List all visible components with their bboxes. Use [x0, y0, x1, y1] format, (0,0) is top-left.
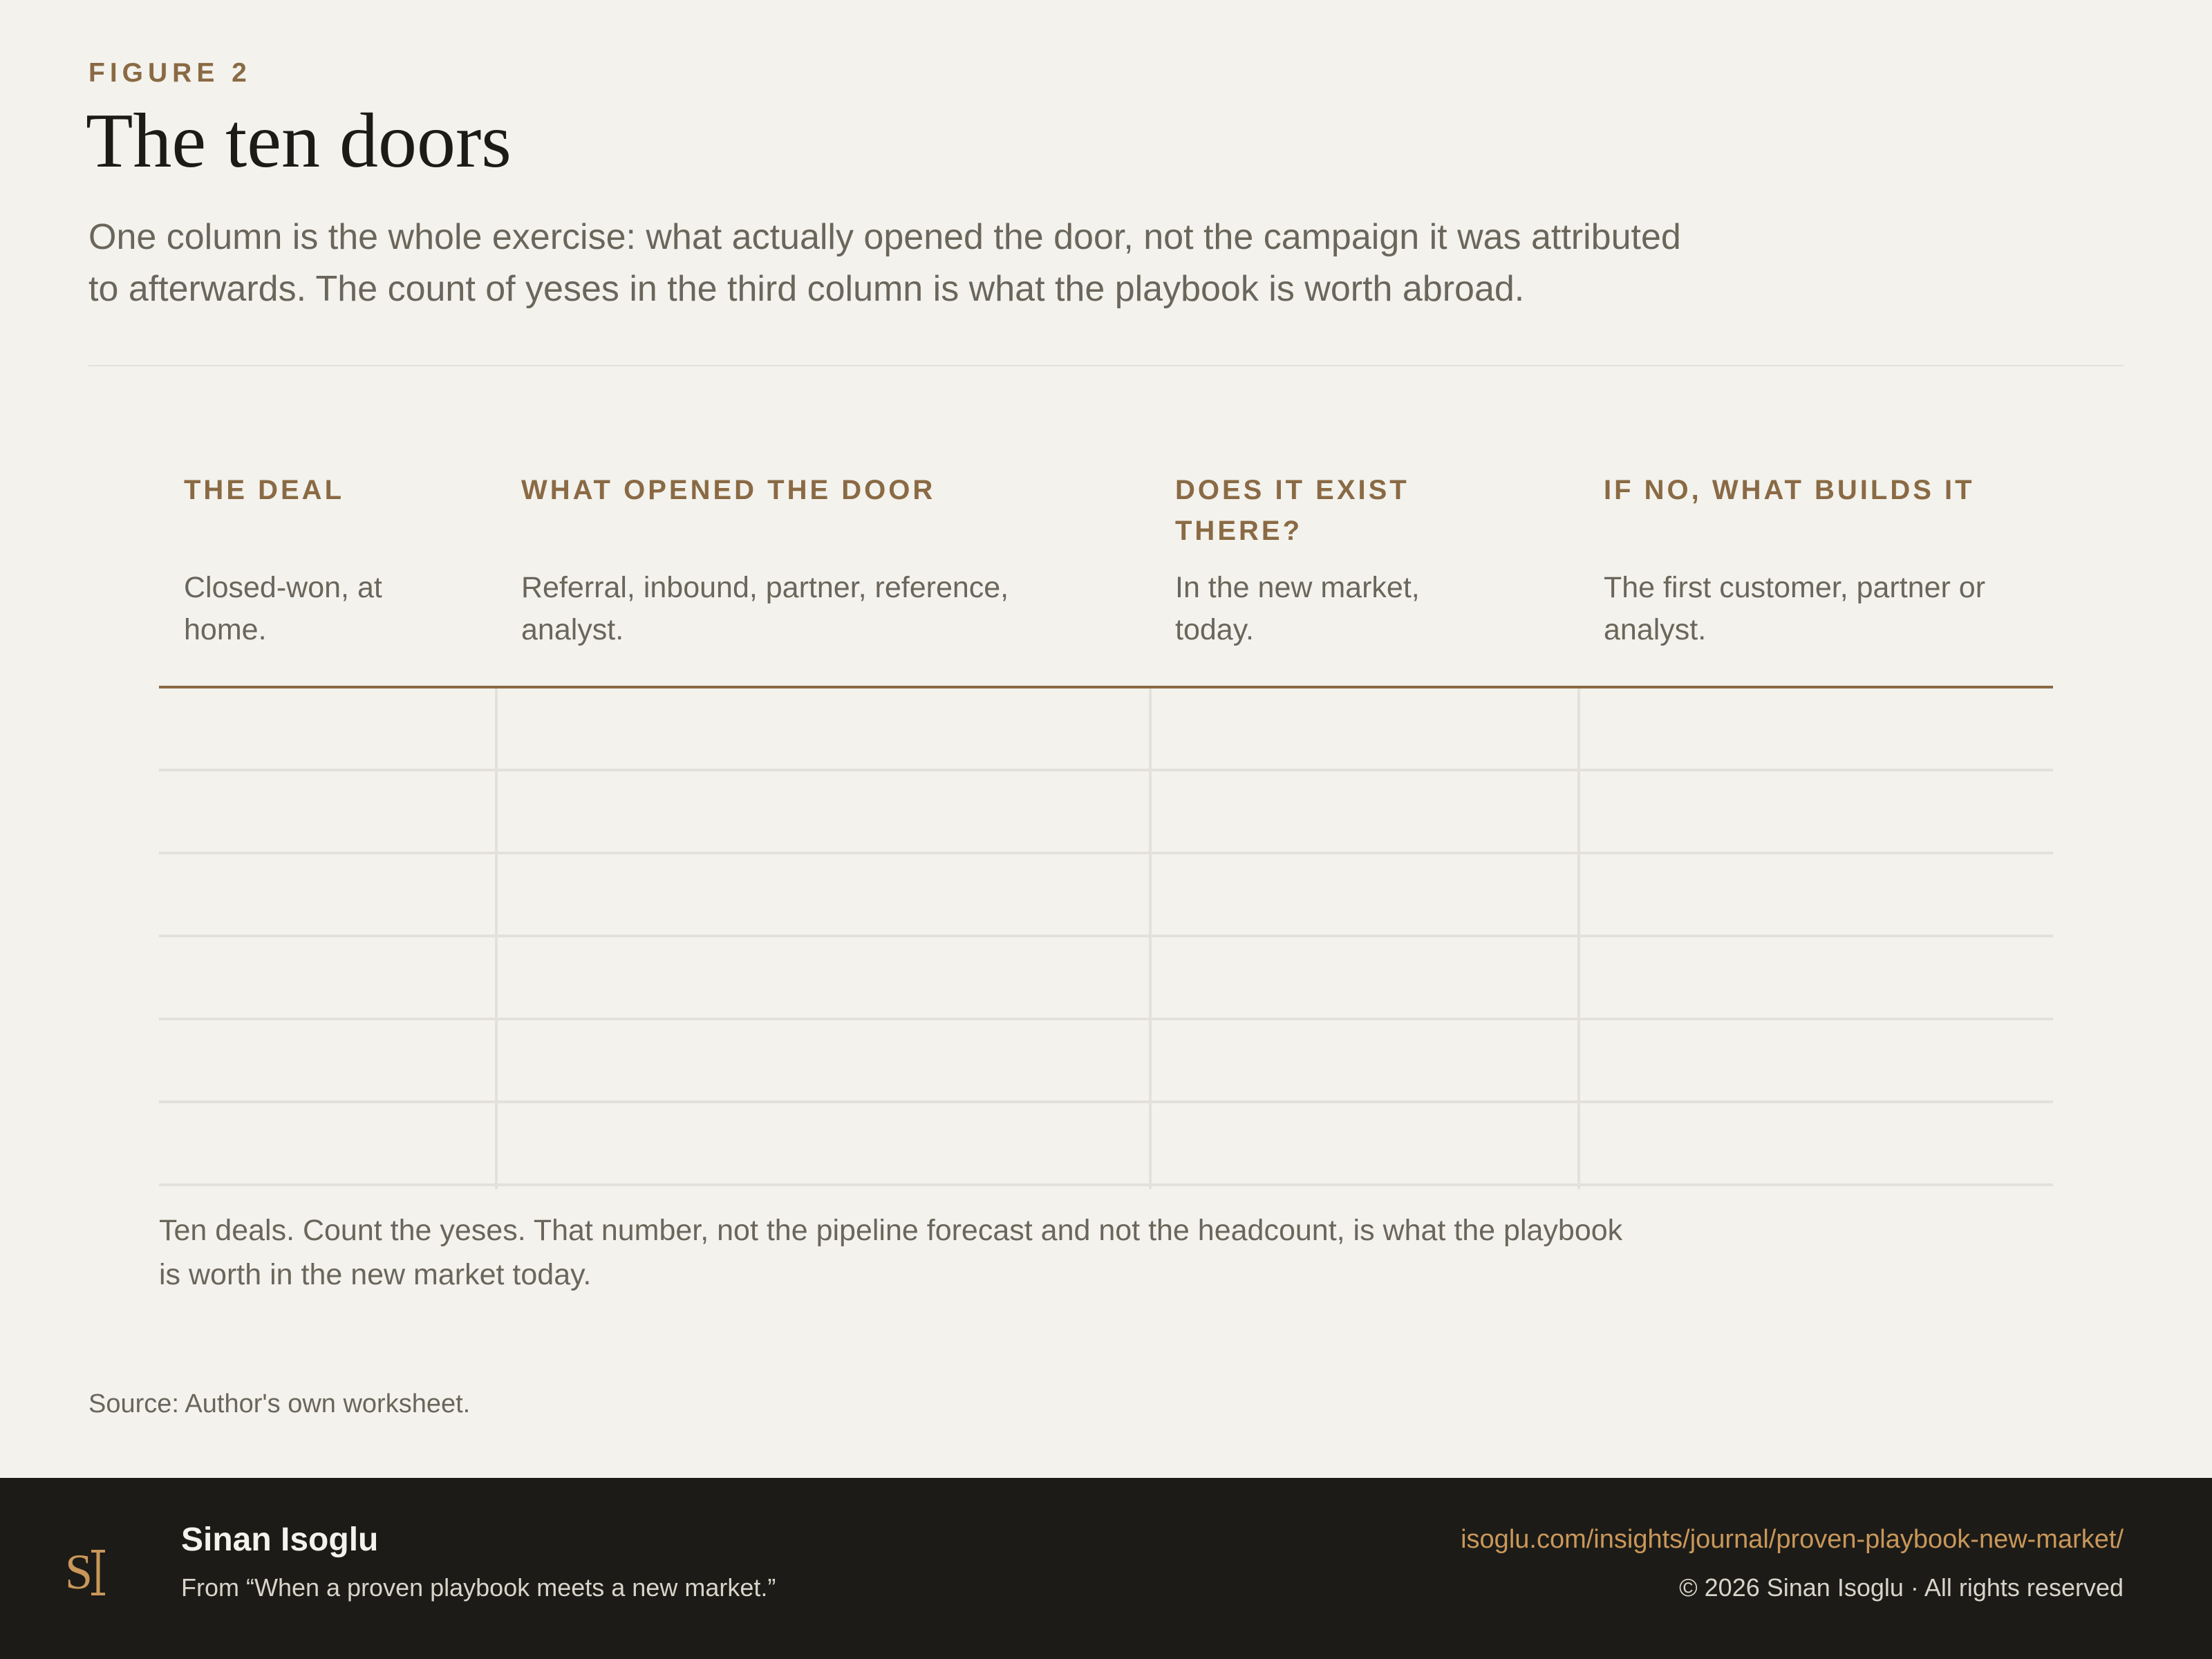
- page-title: The ten doors: [86, 98, 512, 184]
- table-header: [159, 470, 2053, 687]
- table-row[interactable]: [159, 854, 2053, 937]
- column-header-opened: WHAT OPENED THE DOOR: [521, 475, 936, 505]
- column-divider: [1577, 688, 1580, 1189]
- column-subheader-builds: The first customer, partner or analyst.: [1604, 571, 1986, 646]
- column-divider: [1149, 688, 1152, 1189]
- worksheet-table: [159, 470, 2053, 687]
- author-name: Sinan Isoglu: [181, 1521, 379, 1558]
- table-row[interactable]: [159, 937, 2053, 1020]
- lede-paragraph: One column is the whole exercise: what actually opened the door, not the campaign it was attributed to afterwards. The count of yeses in the third column is what the playbook is worth abroad.: [88, 217, 1681, 309]
- table-note: Ten deals. Count the yeses. That number, not the pipeline forecast and not the headcount, is what the playbook is worth in the new market today.: [159, 1214, 1623, 1291]
- column-subheader-deal: Closed-won, at home.: [184, 571, 382, 646]
- footer: [0, 1478, 2212, 1659]
- table-row[interactable]: [159, 688, 2053, 771]
- column-header-builds: IF NO, WHAT BUILDS IT: [1604, 475, 1975, 505]
- table-row[interactable]: [159, 1020, 2053, 1103]
- divider: [88, 365, 2124, 366]
- table-row[interactable]: [159, 1103, 2053, 1186]
- svg-text:S: S: [65, 1544, 93, 1600]
- si-monogram-logo: [64, 1540, 119, 1602]
- table-body: [159, 688, 2053, 1186]
- column-divider: [495, 688, 498, 1189]
- figure-label: FIGURE 2: [88, 58, 252, 88]
- column-subheader-exists: In the new market, today.: [1175, 571, 1420, 646]
- column-header-exists: DOES IT EXIST THERE?: [1175, 475, 1409, 546]
- table-row[interactable]: [159, 771, 2053, 854]
- source-line: Source: Author's own worksheet.: [88, 1389, 471, 1418]
- copyright: © 2026 Sinan Isoglu · All rights reserved: [1679, 1573, 2124, 1602]
- column-header-deal: THE DEAL: [184, 475, 344, 505]
- article-attribution: From “When a proven playbook meets a new market.”: [181, 1573, 776, 1602]
- column-subheader-opened: Referral, inbound, partner, reference, analyst.: [521, 571, 1009, 646]
- article-link[interactable]: isoglu.com/insights/journal/proven-playbook-new-market/: [1461, 1525, 2124, 1554]
